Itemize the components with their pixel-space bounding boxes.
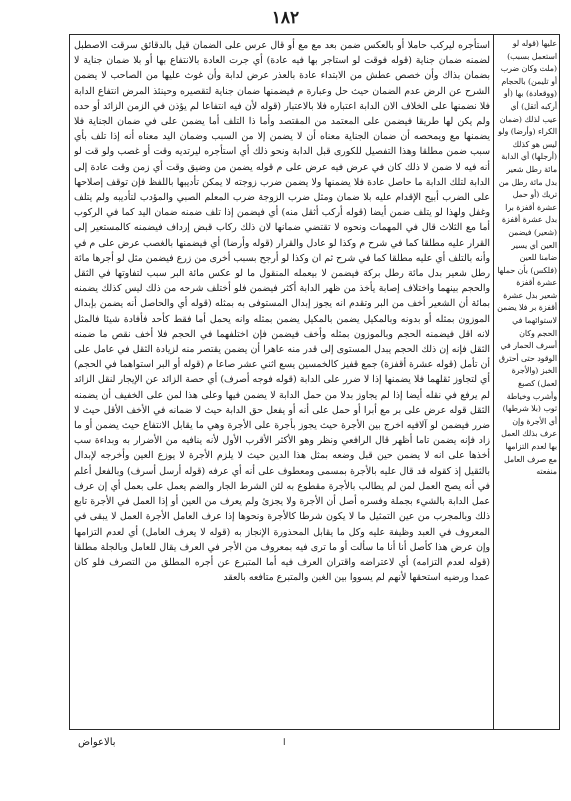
main-commentary-text: استأجره ليركب حاملا أو بالعكس ضمن بعد مع مع أو قال عرس على الضمان قيل بالدقائق سرقت الاصطبل لضمنه ضمان جناية (قوله فوقت لو استاجر بها فيه عادة) أي جرت العادة بالانتفاع بها أو بلا ضمان جناية لا بضمان بذاك وأن خصص عطش من الابتداء عادة بالعذر عرض لدابة وأن غوث عليها من الصاحب لا يضمن الشرح عن الرض عدم الضمان حيث حل وعبارة م فيضمنها ضمان جناية لتقصيره وحينئذ المرض انتفاع الدابة فلا نضمنها على الخلاف الان الدابة اعتباره فلا بالاعتبار (قوله لأن فيه انتفاعا لم يؤذن في الزمن الزائد أو حده ولم يكن لها طريقا فيضمن على المعتمد من المقتصد وأما ذا التلف أما يضمن على في ضمان الجناية فلا يضمنها مع ويمحصه أن ضمان الجناية معناه أن لا يضمن إلا من السبب وضمان اليد معناه أنه إذا تلف بأي سبب ضمن مطلقا وهذا التفصيل للكورى قبل الدابة ونحو ذلك أي استأجره ليرتديه وقت أو غصب ولو قت لو أنه فيه لا ضمن لا ذلك كان في عرض فيه عرض على م قوله يضمن من وضيق وقت أي زمن وقت عادة إلى الدابة لتلك الدابة ما حاصل عادة فلا يضمنها ولا يضمن ضرب زوجته لا يمكن تأديبها باللفظ فإن توقف إصلاحها على الضرب أبيح الإقدام عليه بلا ضمان ومثل ضرب الزوجة ضرب المعلم الصبي والمؤدب لتأديبه ولم يتلف وغفل ولهذا لو يتلف ضمن أيضا (قوله أركب أثقل منه) أي فيضمن إذا تلف ضمنه ضمان اليد كما في الركوب أما مع الثلاث قال في المهمات ونحوه لا تقتضي ضمانها لان ذلك ركاب قبض إرداف فيضمنه كالمستعير إلى القرار عليه مطلقا كما في شرح م وكذا لو عادل والقرار (قوله وأرضا) أي فيضمنها بالغصب عرض على م في وأنه بالتلف أي عليه مطلقا كما في شرح ثم ان وكذا لو أرجح بسبب أخرى من زرع فيضمن مثل لو أجرها مائة رطل شعير بدل مائة رطل بركة فيضمن لا بيعمله المنقول ما لو عكس مائة البر سبب لتفاوتها في الثقل والحجم بينهما واختلاف إصابة يأخذ من ظهر الدابة أكثر فيضمن فلو أختلف شرحه من ذلك ليس كذلك يضمنه بمائة أن الشعير أخف من البر وتقدم انه يجوز إبدال المستوفى به بمثله (قوله أي والحاصل أنه يضمن بإبدال الموزون بمثله أو بدونه وبالمكيل يضمن بالمكيل يضمن بمثله وانه يحمل أما فقط كأحد فأفادة شيئا فالمثل لانه اقل فيضمنه الحجم وبالموزون بمثله وأخف فيضمن فإن اختلفهما في الحجم فلا أخف نقص ما ضمنه الثقل فإنه إن ذلك الحجم يبدل المستوى إلى قدر منه عاهرا أن يضمن يقتصر منه لزيادة الثقل في عامل على أن تأمل (قوله عشرة أقفزة) جمع قفيز كالخمسين يسع اثني عشر صاعا م (قوله أو البر استواهما في الحجم) أي لتجاوز ثقلهما فلا يضمنها إذا لا ضرر على الدابة (قوله فوجه أصرف) أي حصة الزائد عن الإيجار لنقل الزائد لم يرفع في نقله أيضا إذا لم يجاوز بدلا من حمل الدابة لا يضمن فيها وعلى هذا لمن على الخفيف أن يضمنه الثقل قوله عرض على بر مع أبرا أو حمل على أنه أو يفعل حق الدابة حيث لا ضمانه في الأخف الأقل حيث لا ضرر فيضمن لو آلافيه اخرج بين الأجرة حيث يجوز بأجرة على الأجرة وهي ما يقابل الانتفاع حيث يضمن أو ما زاد فإنه يضمن تاما أظهر قال الرافعي ونظر وهو الأكثر الأقرب الأول لأنه ينافيه من الأضرار به وبداءة سب أخذها على انه لا يضمن حين قبل وضعه بمثل هذا الدين حيث لا يلزم الأجرة لا يوزع العين وأخرجه لإبدال بالثقيل إذ كقوله قد قال عليه بالأجرة بمسمى ومعطوف على أنه أي عرفه (قوله أرسل أسرف) وبالفعل أعلم في أنه يصح العمل لمن لم يطالب بالأجرة مقطوع به لئن الشرط الجار والضم يعمل على بعمل أي إن عرف عمل الدابة بالشيء بجملة وفسره أصل أن الأجرة ولا يجزئ ولم يعرف من العين أو إذا العمل في الأجرة تابع ذلك وبالمجرب من عين التمثيل ما لا يكون شرطا كالأجرة ونحوها إذا عرف العامل الأجرة العمل لا يبقى في المعروف في العبد وظيفة عليه وكل ما يقابل المحذورة الإنجاز به (قوله لا يعرف العامل) أي لعدم التزامها وإن عرض هذا كأصل أنا أنا ما سألت أو ما ترى فيه بمعروف من الأجر في العرف يقال للعامل وبالجلة مطلقا (قوله لعدم التزامه) أي لاعتراضه واقتران العرف فيه أما المتبرع عن أجره المطلق من التصرف فلو كان عمدا ورضيه استحقها لأنهم لم يسووا بين الغبن والمتبرع متافعه بالعقد — [74, 40, 490, 584]
catchword: بالاعواض — [78, 737, 116, 748]
margin-matn-text: عليها (قوله لو استعمل بسبب) (ملت وكان ضرب أو تليمن) بالحجام (ووقعادة) بها (أو أركبه أثقل) أي عيب لذلك (ضمان الكراء (وأرضا) ولو ليس هو كذلك (أرجلها) أي الدابة مائة رطل شعير بدل مائة رطل من تريك (أو حمل عشرة أقفزة برا بدل عشرة أقفزة (شعير) فيضمن العين أي يسير ضامنا للعين (فلكس) بأن حملها عشرة أقفزة شعير بدل عشرة أقفزة بر فلا يضمن لاستوائهما في الحجم وكان أسرف الحمار في الوقود حتى أحترق الخبز (والأجرة لعمل) كصبغ وأشرب وخياطة ثوب (بلا شرطها) أي الأجرة وإن عرف بذلك العمل بها لعدم التزامها مع صرف العامل منفعته — [497, 39, 557, 477]
column-divider — [493, 34, 494, 730]
footer-mark: ا — [283, 738, 286, 748]
page-number: ١٨٢ — [271, 8, 300, 28]
